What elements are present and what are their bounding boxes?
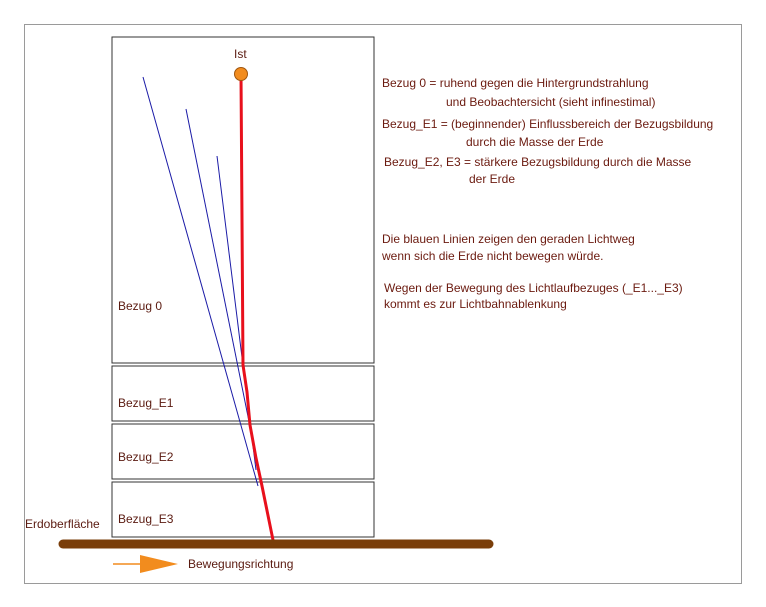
- frame-box-bezug-e3: [112, 482, 374, 537]
- frame-label-bezug-e1: Bezug_E1: [118, 396, 174, 410]
- legend-line-6: der Erde: [469, 172, 516, 186]
- movement-direction-label: Bewegungsrichtung: [188, 557, 294, 571]
- deflected-light-path: [241, 74, 273, 540]
- legend-line-7: Die blauen Linien zeigen den geraden Lichtweg: [382, 232, 635, 246]
- movement-arrow-icon: [140, 555, 178, 573]
- light-source-dot: [235, 68, 248, 81]
- frame-label-bezug-0: Bezug 0: [118, 299, 163, 313]
- legend-line-5: Bezug_E2, E3 = stärkere Bezugsbildung durch die Masse: [384, 155, 692, 169]
- earth-surface-label: Erdoberfläche: [25, 517, 100, 531]
- legend-line-4: durch die Masse der Erde: [466, 135, 604, 149]
- frame-label-bezug-e2: Bezug_E2: [118, 450, 174, 464]
- legend-line-9: Wegen der Bewegung des Lichtlaufbezuges (_E1..._E3): [384, 281, 683, 295]
- legend-line-1: Bezug 0 = ruhend gegen die Hintergrundstrahlung: [382, 76, 649, 90]
- legend-line-2: und Beobachtersicht (sieht infinestimal): [446, 95, 656, 109]
- frame-label-bezug-e3: Bezug_E3: [118, 512, 174, 526]
- legend-line-3: Bezug_E1 = (beginnender) Einflussbereich der Bezugsbildung: [382, 117, 714, 131]
- legend-line-10: kommt es zur Lichtbahnablenkung: [384, 297, 567, 311]
- legend-line-8: wenn sich die Erde nicht bewegen würde.: [382, 249, 604, 263]
- source-label: Ist: [234, 47, 247, 61]
